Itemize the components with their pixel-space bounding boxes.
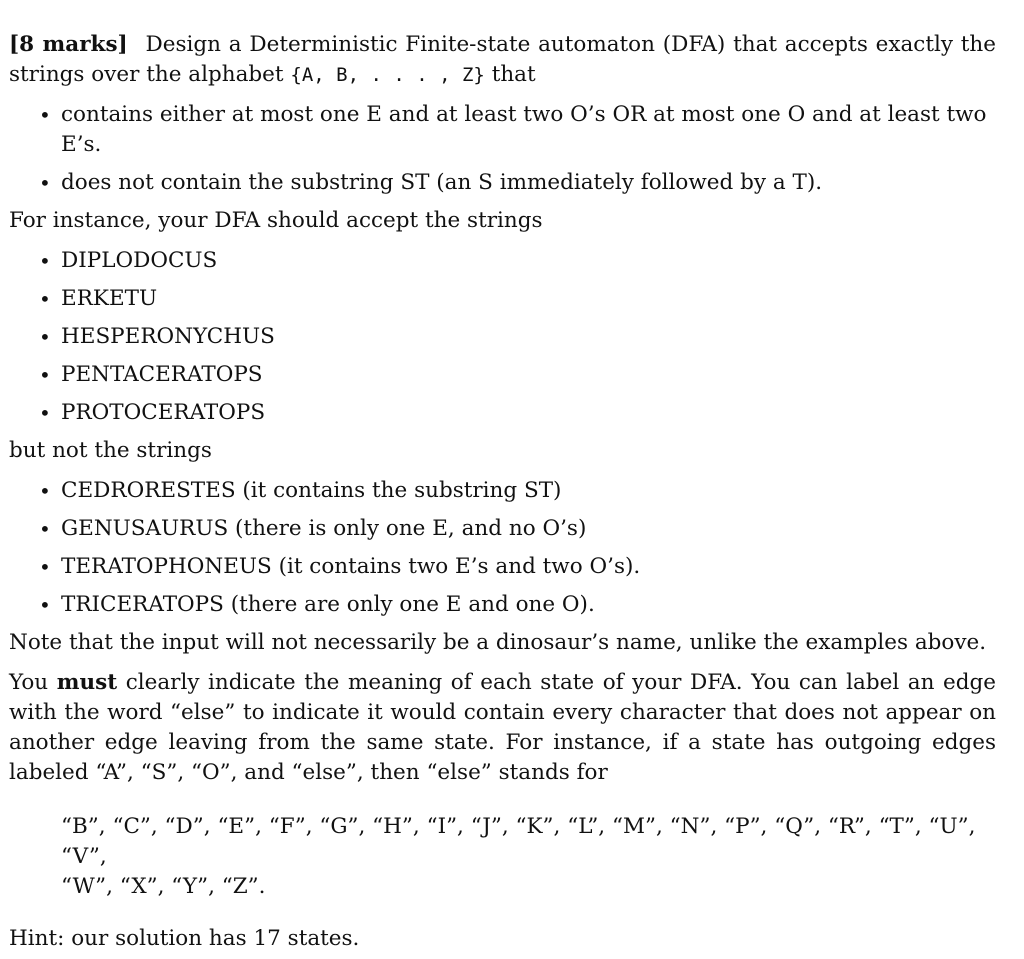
bullet-icon: •	[39, 103, 51, 127]
alphabet-set: {A, B, . . . , Z}	[290, 64, 485, 86]
accept-example: • PENTACERATOPS	[39, 360, 996, 390]
bullet-icon: •	[39, 593, 51, 617]
bullet-icon: •	[39, 249, 51, 273]
bullet-icon: •	[39, 555, 51, 579]
reject-example: • TRICERATOPS (there are only one E and one O).	[39, 590, 996, 620]
bullet-icon: •	[39, 479, 51, 503]
reject-intro: but not the strings	[9, 438, 212, 463]
else-list-line: “B”, “C”, “D”, “E”, “F”, “G”, “H”, “I”, “J”, “K”, “L”, “M”, “N”, “P”, “Q”, “R”, “T”, “U”, “V”,	[61, 814, 976, 869]
note-paragraph: Note that the input will not necessarily be a dinosaur’s name, unlike the examples above.	[9, 630, 987, 655]
accept-example: • HESPERONYCHUS	[39, 322, 996, 352]
intro-tail: that	[491, 62, 536, 87]
accept-intro: For instance, your DFA should accept the strings	[9, 208, 543, 233]
bullet-icon: •	[39, 401, 51, 425]
reject-example: • GENUSAURUS (there is only one E, and no O’s)	[39, 514, 996, 544]
accept-list	[9, 246, 996, 428]
instruction-paragraph: You must clearly indicate the meaning of each state of your DFA. You can label an edge with the word “else” to indicate it would contain every character that does not appear on another edge leaving from the same state. For instance, if a state has outgoing edges labeled “A”, “S”, “O”, and “else”, then “else” stands for	[9, 670, 996, 785]
reject-example: • TERATOPHONEUS (it contains two E’s and two O’s).	[39, 552, 996, 582]
accept-example: • ERKETU	[39, 284, 996, 314]
condition-item: • contains either at most one E and at least two O’s OR at most one O and at least two E’s.	[39, 102, 987, 157]
marks-label: [8 marks]	[9, 32, 128, 57]
accept-example: • DIPLODOCUS	[39, 246, 996, 276]
condition-item: • does not contain the substring ST (an S immediately followed by a T).	[39, 168, 996, 198]
bullet-icon: •	[39, 517, 51, 541]
condition-list	[9, 100, 996, 198]
else-list-line: “W”, “X”, “Y”, “Z”.	[61, 874, 266, 899]
must-emphasis: must	[56, 670, 118, 695]
accept-example: • PROTOCERATOPS	[39, 398, 996, 428]
reject-list	[9, 476, 996, 620]
else-character-list	[9, 812, 996, 902]
hint-text: Hint: our solution has 17 states.	[9, 926, 360, 951]
bullet-icon: •	[39, 325, 51, 349]
reject-example: • CEDRORESTES (it contains the substring ST)	[39, 476, 996, 506]
problem-intro	[9, 30, 996, 90]
bullet-icon: •	[39, 171, 51, 195]
intro-text: Design a Deterministic Finite-state automaton (DFA) that accepts exactly the strings over the alphabet	[9, 32, 996, 87]
bullet-icon: •	[39, 287, 51, 311]
bullet-icon: •	[39, 363, 51, 387]
